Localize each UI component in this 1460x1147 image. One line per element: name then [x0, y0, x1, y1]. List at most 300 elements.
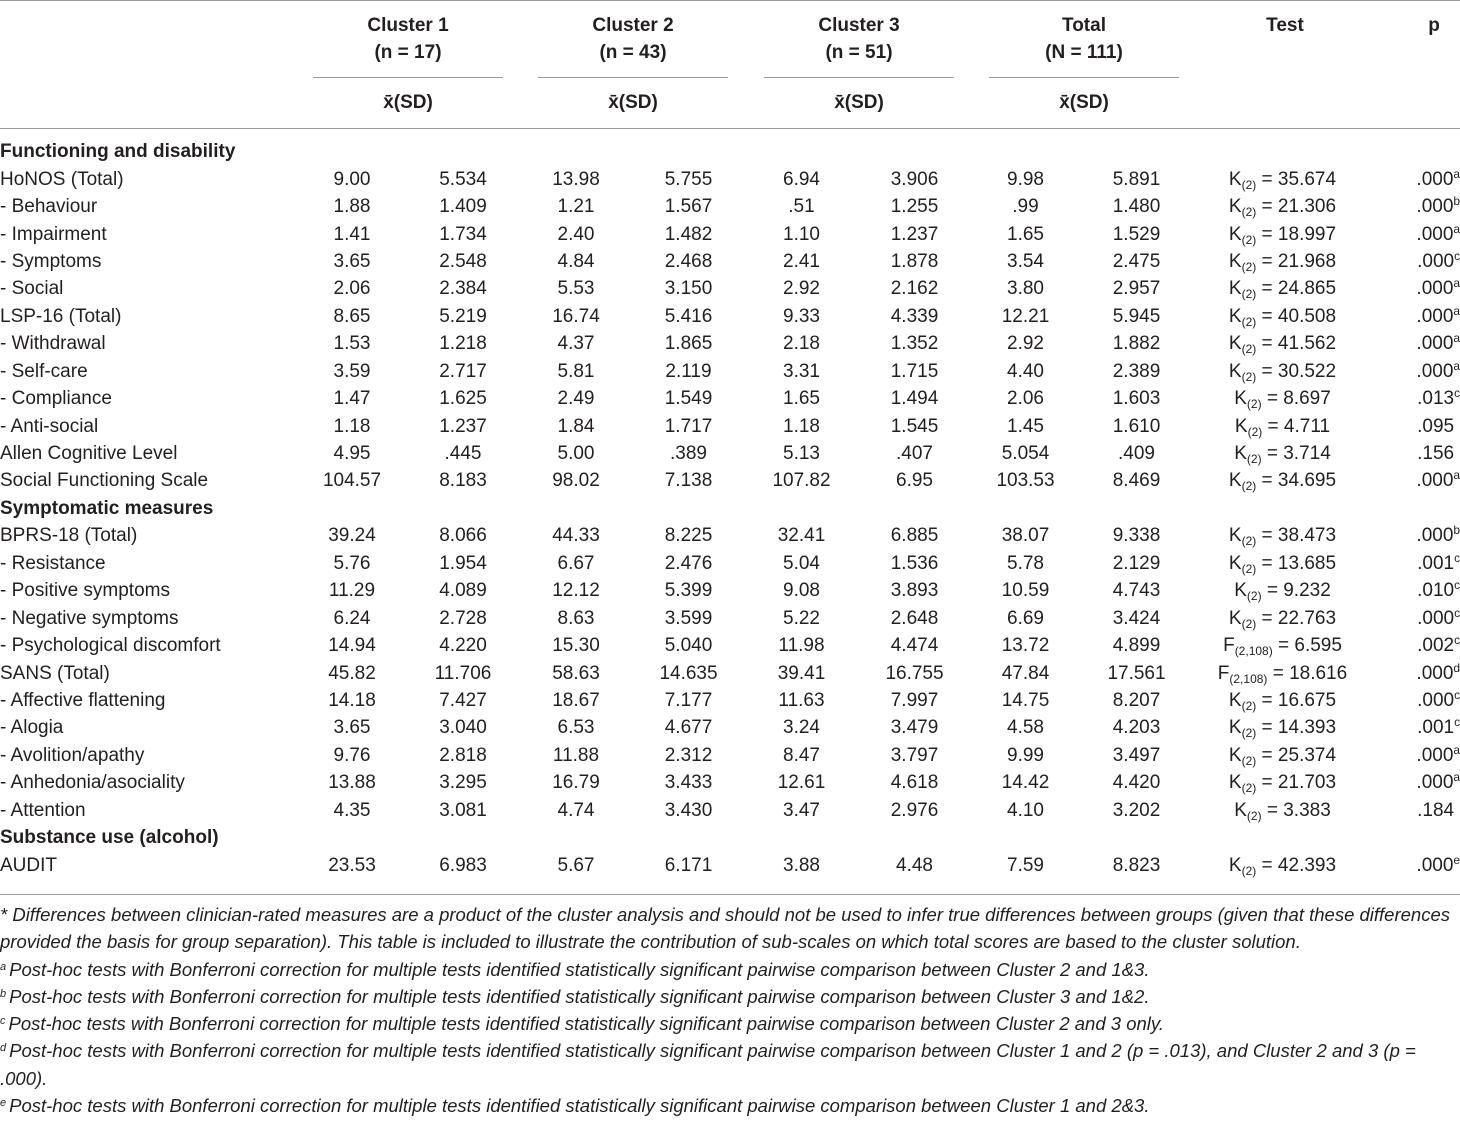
test-letter: K: [1228, 470, 1242, 492]
value-cell-c1m: 1.18: [333, 415, 371, 437]
footer-rule: [0, 894, 1460, 895]
p-value-number: .000: [1416, 333, 1454, 355]
value-cell-tm: 13.72: [1001, 635, 1050, 657]
test-df: (2): [1241, 753, 1257, 768]
p-value-number: .000: [1416, 744, 1454, 766]
table-row: [0, 742, 1460, 769]
header-cluster-1-n: (n = 17): [374, 42, 442, 63]
p-value: [1370, 851, 1460, 878]
measure-label: - Resistance: [0, 552, 106, 574]
test-value: = 4.711: [1262, 415, 1331, 437]
header-cluster-2: [538, 12, 728, 66]
value-cell-ts: 8.469: [1112, 470, 1161, 492]
table-row: [0, 193, 1460, 220]
value-cell-ts: 2.475: [1112, 250, 1161, 272]
value-cell-c3m: 3.31: [783, 360, 820, 382]
p-value-footnote-marker: c: [1454, 248, 1460, 263]
value-cell-c1s: 3.040: [439, 717, 487, 739]
value-cell-c1m: 1.41: [333, 223, 371, 245]
p-value-footnote-marker: c: [1454, 578, 1460, 593]
value-cell-c2s: 7.138: [664, 470, 713, 492]
value-cell-c3m: 3.47: [783, 799, 820, 821]
p-value-footnote-marker: c: [1454, 715, 1460, 730]
p-value-footnote-marker: a: [1453, 166, 1460, 181]
p-value: [1370, 714, 1460, 741]
test-statistic: [1195, 797, 1370, 824]
p-value-footnote-marker: a: [1453, 303, 1460, 318]
value-cell-c1s: 8.183: [439, 470, 487, 492]
footnote: [0, 1037, 1452, 1092]
value-cell-c2m: 11.88: [552, 744, 600, 766]
value-cell-ts: 2.389: [1112, 360, 1161, 382]
test-letter: K: [1228, 250, 1242, 272]
value-cell-tm: 2.92: [1007, 333, 1044, 355]
value-cell-c3m: 6.94: [783, 168, 820, 190]
table-row: [0, 769, 1460, 796]
test-df: (2): [1247, 424, 1263, 439]
test-df: (2): [1241, 698, 1257, 713]
p-value-number: .184: [1417, 799, 1455, 821]
measure-label: - Impairment: [0, 223, 107, 245]
test-statistic: [1195, 412, 1370, 439]
test-df: (2): [1241, 726, 1257, 741]
measure-label: - Negative symptoms: [0, 607, 179, 629]
p-value-number: .000: [1417, 689, 1455, 711]
value-cell-ts: 2.957: [1112, 278, 1161, 300]
value-cell-tm: 9.98: [1007, 168, 1044, 190]
value-cell-c1m: 5.76: [333, 552, 371, 574]
value-cell-c1m: 4.35: [333, 799, 371, 821]
value-cell-ts: 4.203: [1112, 717, 1161, 739]
table-row: [0, 303, 1460, 330]
test-value: = 40.508: [1256, 305, 1337, 327]
value-cell-c3s: 1.878: [890, 250, 939, 272]
value-cell-ts: 8.207: [1112, 689, 1161, 711]
p-value-number: .000: [1416, 470, 1454, 492]
p-value-number: .010: [1417, 580, 1455, 602]
value-cell-tm: 5.78: [1007, 552, 1044, 574]
measure-label: - Positive symptoms: [0, 580, 170, 602]
test-statistic: [1195, 440, 1370, 467]
table-row: [0, 659, 1460, 686]
value-cell-ts: 4.743: [1112, 580, 1161, 602]
p-value: [1370, 550, 1460, 577]
footnote-text: * Differences between clinician-rated measures are a product of the cluster analysis and should not be used to infer true differences between groups (given that these differences provided the basis for group separation). This table is included to illustrate the contribution of sub-scales on which total scores are based to the cluster solution.: [0, 904, 1451, 953]
value-cell-c1s: 5.219: [439, 305, 487, 327]
value-cell-c3m: 2.41: [783, 250, 820, 272]
p-value: [1370, 440, 1460, 467]
test-value: = 22.763: [1256, 607, 1337, 629]
test-value: = 18.997: [1256, 223, 1337, 245]
table-footnotes: [0, 901, 1452, 1119]
value-cell-c3m: 11.98: [778, 635, 825, 657]
test-df: (2): [1241, 616, 1257, 631]
test-letter: K: [1228, 305, 1242, 327]
measure-label: - Anhedonia/asociality: [0, 772, 185, 794]
value-cell-c2m: 1.84: [557, 415, 595, 437]
table-row: [0, 467, 1460, 494]
test-df: (2): [1241, 205, 1257, 220]
p-value-number: .002: [1417, 635, 1455, 657]
footnote: [0, 1092, 1452, 1119]
p-value-number: .000: [1416, 662, 1454, 684]
value-cell-c1s: 8.066: [439, 525, 487, 547]
value-cell-tm: 47.84: [1001, 662, 1050, 684]
value-cell-c3m: 3.24: [783, 717, 820, 739]
test-value: = 6.595: [1272, 635, 1342, 657]
p-value-number: .156: [1417, 443, 1455, 465]
value-cell-c3m: 32.41: [777, 525, 826, 547]
p-value-footnote-marker: c: [1454, 687, 1460, 702]
value-cell-c3s: 1.545: [890, 415, 939, 437]
value-cell-c2m: 12.12: [552, 580, 600, 602]
footnote-marker: b: [0, 987, 7, 1000]
p-value: [1370, 220, 1460, 247]
measure-label: Allen Cognitive Level: [0, 443, 178, 465]
value-cell-tm: 1.45: [1007, 415, 1044, 437]
value-cell-c1m: 1.53: [333, 333, 371, 355]
p-value-footnote-marker: a: [1453, 358, 1460, 373]
p-value-number: .000: [1417, 250, 1455, 272]
test-value: = 24.865: [1256, 278, 1337, 300]
measure-label: LSP-16 (Total): [0, 305, 122, 327]
value-cell-c3m: 5.22: [783, 607, 820, 629]
measure-label: SANS (Total): [0, 662, 110, 684]
value-cell-c3s: 3.893: [890, 580, 939, 602]
header-rule-cluster-2: [538, 77, 728, 78]
test-letter: K: [1228, 360, 1242, 382]
value-cell-tm: 14.42: [1001, 772, 1050, 794]
value-cell-c1m: 6.24: [333, 607, 371, 629]
value-cell-tm: 2.06: [1007, 388, 1044, 410]
value-cell-ts: 4.420: [1112, 772, 1161, 794]
test-value: = 38.473: [1256, 525, 1337, 547]
value-cell-tm: 3.54: [1007, 250, 1044, 272]
value-cell-c3m: 12.61: [777, 772, 826, 794]
test-statistic: [1195, 687, 1370, 714]
header-cluster-1: [313, 12, 503, 66]
p-value-number: .000: [1416, 854, 1454, 876]
test-statistic: [1195, 742, 1370, 769]
measure-label: - Symptoms: [0, 250, 102, 272]
table-row: [0, 797, 1460, 824]
table-row: [0, 330, 1460, 357]
value-cell-c1m: 3.65: [333, 250, 371, 272]
measure-label: - Compliance: [0, 388, 112, 410]
measure-label: - Attention: [0, 799, 86, 821]
value-cell-c2s: 2.476: [664, 552, 713, 574]
value-cell-c2s: 1.482: [664, 223, 713, 245]
value-cell-c3s: 3.479: [890, 717, 939, 739]
test-letter: K: [1228, 278, 1242, 300]
value-cell-tm: 6.69: [1007, 607, 1044, 629]
p-value-number: .000: [1416, 772, 1454, 794]
value-cell-c2m: 16.74: [552, 305, 600, 327]
test-statistic: [1195, 577, 1370, 604]
footnote-text: Post-hoc tests with Bonferroni correction for multiple tests identified statistically significant pairwise comparison between Cluster 2 and 1&3.: [9, 958, 1150, 980]
test-letter: K: [1234, 580, 1247, 602]
value-cell-c3s: 4.48: [896, 854, 933, 876]
value-cell-c1s: 2.728: [439, 607, 487, 629]
test-value: = 3.714: [1261, 443, 1331, 465]
table-row: [0, 851, 1460, 878]
test-letter: K: [1234, 799, 1247, 821]
test-statistic: [1195, 275, 1370, 302]
test-df: (2): [1241, 177, 1257, 192]
test-value: = 3.383: [1261, 799, 1331, 821]
top-rule: [0, 0, 1460, 1]
test-df: (2): [1246, 452, 1262, 467]
subheader-cluster-3: x̄(SD): [834, 92, 884, 113]
value-cell-ts: 3.424: [1112, 607, 1161, 629]
measure-label: HoNOS (Total): [0, 168, 124, 190]
value-cell-c1m: 1.88: [333, 196, 371, 218]
header-cluster-3-name: Cluster 3: [818, 15, 900, 36]
value-cell-tm: 3.80: [1007, 278, 1044, 300]
value-cell-c2m: 44.33: [552, 525, 600, 547]
value-cell-c3s: 1.536: [890, 552, 939, 574]
subheader-cluster-2: x̄(SD): [608, 92, 658, 113]
test-statistic: [1195, 165, 1370, 192]
value-cell-c1s: 4.220: [439, 635, 487, 657]
test-value: = 9.232: [1261, 580, 1331, 602]
value-cell-ts: 3.202: [1112, 799, 1161, 821]
p-value: [1370, 797, 1460, 824]
table-row: [0, 412, 1460, 439]
section-header-row: [0, 138, 1460, 165]
value-cell-ts: 5.891: [1112, 168, 1161, 190]
value-cell-c2s: 3.430: [664, 799, 713, 821]
p-value-footnote-marker: b: [1453, 523, 1460, 538]
measure-label: AUDIT: [0, 854, 57, 876]
value-cell-c2s: 5.040: [664, 635, 713, 657]
test-statistic: [1195, 632, 1370, 659]
value-cell-c2s: 1.549: [664, 388, 713, 410]
value-cell-c2s: 1.567: [664, 196, 713, 218]
test-statistic: [1195, 248, 1370, 275]
value-cell-c3m: 3.88: [783, 854, 820, 876]
test-statistic: [1195, 714, 1370, 741]
measure-label: - Avolition/apathy: [0, 744, 145, 766]
value-cell-c1m: 2.06: [333, 278, 371, 300]
value-cell-c2m: 5.67: [557, 854, 595, 876]
test-letter: K: [1228, 717, 1242, 739]
value-cell-c3s: 16.755: [885, 662, 944, 684]
value-cell-c2s: 3.150: [664, 278, 713, 300]
test-statistic: [1195, 303, 1370, 330]
test-df: (2): [1241, 369, 1257, 384]
p-value: [1370, 358, 1460, 385]
value-cell-ts: 3.497: [1112, 744, 1161, 766]
value-cell-c2s: .389: [670, 443, 707, 465]
value-cell-c1s: 3.295: [439, 772, 487, 794]
test-df: (2): [1246, 589, 1262, 604]
value-cell-c3m: 39.41: [777, 662, 826, 684]
table-row: [0, 577, 1460, 604]
value-cell-c1m: 13.88: [328, 772, 376, 794]
value-cell-c1m: 45.82: [328, 662, 376, 684]
footnote-marker: d: [0, 1042, 7, 1055]
footnote-marker: c: [0, 1015, 6, 1028]
value-cell-ts: 1.603: [1112, 388, 1161, 410]
header-p: [1414, 12, 1454, 39]
test-letter: F: [1223, 635, 1235, 657]
p-value: [1370, 632, 1460, 659]
value-cell-c2m: 16.79: [552, 772, 600, 794]
value-cell-ts: .409: [1118, 443, 1155, 465]
p-value-number: .000: [1416, 360, 1454, 382]
test-df: (2,108): [1229, 671, 1268, 686]
value-cell-c3s: 6.95: [896, 470, 933, 492]
measure-label: - Psychological discomfort: [0, 635, 221, 657]
value-cell-ts: 4.899: [1112, 635, 1161, 657]
measure-label: Social Functioning Scale: [0, 470, 209, 492]
test-letter: K: [1228, 772, 1242, 794]
test-letter: K: [1228, 744, 1242, 766]
value-cell-c1s: 7.427: [439, 689, 487, 711]
value-cell-tm: 5.054: [1001, 443, 1050, 465]
table-row: [0, 714, 1460, 741]
test-value: = 35.674: [1256, 168, 1337, 190]
test-df: (2): [1246, 808, 1262, 823]
header-cluster-3-n: (n = 51): [825, 42, 893, 63]
value-cell-c2s: 2.468: [664, 250, 713, 272]
test-value: = 41.562: [1256, 333, 1337, 355]
p-value-number: .001: [1417, 552, 1455, 574]
value-cell-c3s: .407: [896, 443, 933, 465]
value-cell-tm: 4.10: [1007, 799, 1044, 821]
test-value: = 30.522: [1256, 360, 1337, 382]
test-statistic: [1195, 358, 1370, 385]
header-bottom-rule: [0, 128, 1460, 129]
value-cell-c1m: 9.76: [333, 744, 371, 766]
test-value: = 21.306: [1256, 196, 1337, 218]
footnote-text: Post-hoc tests with Bonferroni correction for multiple tests identified statistically significant pairwise comparison between Cluster 1 and 2&3.: [9, 1095, 1150, 1117]
value-cell-c1s: 1.218: [439, 333, 487, 355]
value-cell-tm: 7.59: [1007, 854, 1044, 876]
test-df: (2): [1241, 561, 1257, 576]
value-cell-c2m: 18.67: [552, 689, 600, 711]
test-letter: K: [1234, 388, 1247, 410]
value-cell-ts: 8.823: [1112, 854, 1161, 876]
measure-label: - Alogia: [0, 717, 64, 739]
value-cell-c2s: 2.119: [665, 360, 712, 382]
test-value: = 16.675: [1256, 689, 1337, 711]
value-cell-c2m: 98.02: [552, 470, 600, 492]
value-cell-c2s: 3.433: [664, 772, 713, 794]
p-value-number: .000: [1416, 223, 1454, 245]
value-cell-tm: 10.59: [1001, 580, 1050, 602]
table-row: [0, 220, 1460, 247]
value-cell-c2s: 5.755: [664, 168, 713, 190]
value-cell-c3m: 8.47: [783, 744, 820, 766]
header-cluster-2-name: Cluster 2: [592, 15, 674, 36]
value-cell-c3s: 3.906: [890, 168, 939, 190]
footnote-text: Post-hoc tests with Bonferroni correction for multiple tests identified statistically significant pairwise comparison between Cluster 1 and 2 (p = .013), and Cluster 2 and 3 (p = .000).: [0, 1040, 1416, 1089]
table-row: [0, 248, 1460, 275]
p-value-number: .000: [1416, 305, 1454, 327]
footnote-text: Post-hoc tests with Bonferroni correction for multiple tests identified statistically significant pairwise comparison between Cluster 2 and 3 only.: [8, 1013, 1164, 1035]
value-cell-c3m: 5.13: [783, 443, 820, 465]
value-cell-c3m: 2.92: [783, 278, 820, 300]
test-letter: K: [1228, 552, 1242, 574]
header-cluster-2-n: (n = 43): [599, 42, 667, 63]
test-statistic: [1195, 193, 1370, 220]
p-value-number: .013: [1417, 388, 1455, 410]
p-value-footnote-marker: a: [1453, 468, 1460, 483]
value-cell-c2s: 7.177: [664, 689, 713, 711]
value-cell-c3m: 2.18: [783, 333, 820, 355]
value-cell-c2s: 1.717: [664, 415, 713, 437]
p-value-footnote-marker: a: [1453, 276, 1460, 291]
table-row: [0, 522, 1460, 549]
table-row: [0, 632, 1460, 659]
value-cell-c2m: 4.84: [557, 250, 595, 272]
value-cell-ts: 1.529: [1112, 223, 1161, 245]
value-cell-ts: 1.610: [1112, 415, 1161, 437]
value-cell-tm: 103.53: [996, 470, 1055, 492]
value-cell-c2s: 5.399: [664, 580, 713, 602]
value-cell-c2s: 6.171: [664, 854, 713, 876]
header-rule-cluster-1: [313, 77, 503, 78]
test-letter: K: [1228, 168, 1242, 190]
value-cell-c1m: 3.65: [333, 717, 371, 739]
value-cell-c2m: 5.53: [557, 278, 595, 300]
p-value-number: .095: [1417, 415, 1455, 437]
table-row: [0, 550, 1460, 577]
test-statistic: [1195, 851, 1370, 878]
p-value: [1370, 742, 1460, 769]
value-cell-c3m: 1.65: [783, 388, 820, 410]
test-letter: F: [1217, 662, 1230, 684]
test-value: = 8.697: [1261, 388, 1331, 410]
value-cell-c2s: 5.416: [664, 305, 713, 327]
test-df: (2,108): [1234, 644, 1273, 659]
test-df: (2): [1241, 479, 1257, 494]
measure-label: - Anti-social: [0, 415, 99, 437]
p-value-number: .000: [1416, 525, 1454, 547]
value-cell-c3m: 11.63: [778, 689, 825, 711]
value-cell-c3s: 4.618: [890, 772, 939, 794]
p-value: [1370, 577, 1460, 604]
value-cell-c2m: 4.37: [557, 333, 595, 355]
results-table-body: [0, 138, 1460, 879]
measure-label: - Affective flattening: [0, 689, 166, 711]
test-letter: K: [1228, 223, 1242, 245]
value-cell-c1s: 1.625: [439, 388, 487, 410]
test-value: = 21.968: [1256, 250, 1337, 272]
section-title: Substance use (alcohol): [0, 827, 219, 849]
p-value: [1370, 604, 1460, 631]
measure-label: - Behaviour: [0, 196, 98, 218]
table-row: [0, 275, 1460, 302]
value-cell-c1s: 2.818: [439, 744, 487, 766]
value-cell-c2s: 8.225: [664, 525, 713, 547]
value-cell-c1s: .445: [444, 443, 482, 465]
test-statistic: [1195, 385, 1370, 412]
value-cell-c2s: 1.865: [664, 333, 713, 355]
test-letter: K: [1228, 525, 1242, 547]
test-df: (2): [1246, 397, 1262, 412]
footnote: [0, 1010, 1452, 1037]
p-value-number: .000: [1417, 607, 1455, 629]
p-value-footnote-marker: a: [1453, 221, 1460, 236]
value-cell-c3s: 1.352: [890, 333, 939, 355]
subheader-cluster-1: x̄(SD): [383, 92, 433, 113]
header-cluster-3: [764, 12, 954, 66]
test-value: = 25.374: [1256, 744, 1337, 766]
header-total-n: (N = 111): [1045, 42, 1123, 63]
